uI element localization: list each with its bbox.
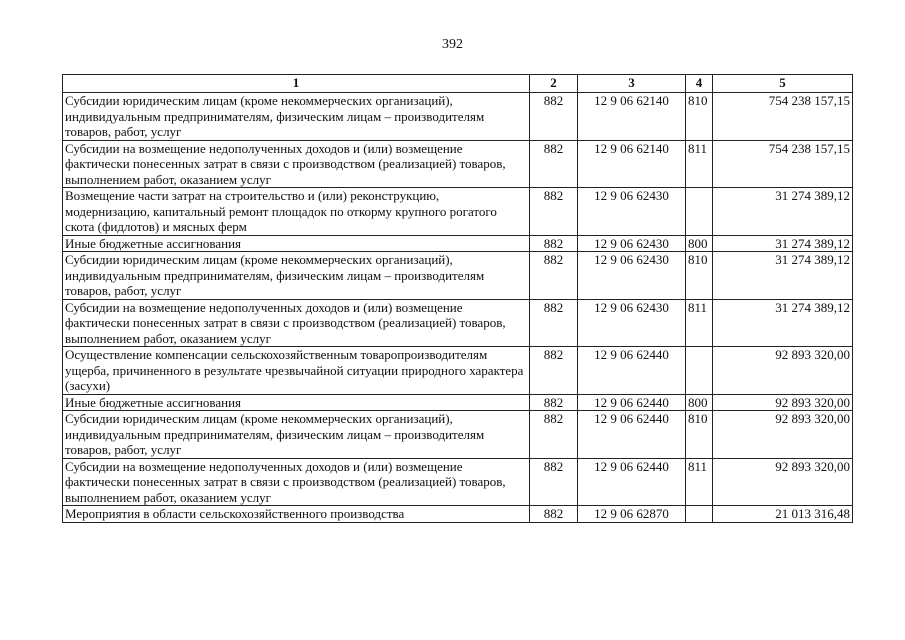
cell-amount: 92 893 320,00 <box>713 458 853 506</box>
table-row <box>63 506 853 523</box>
header-col-1: 1 <box>63 75 530 93</box>
cell-target-article: 12 9 06 62440 <box>578 394 686 411</box>
cell-grbs-code: 882 <box>530 140 578 188</box>
header-col-3: 3 <box>578 75 686 93</box>
cell-target-article: 12 9 06 62870 <box>578 506 686 523</box>
cell-target-article: 12 9 06 62430 <box>578 299 686 347</box>
cell-name: Иные бюджетные ассигнования <box>63 235 530 252</box>
cell-amount: 31 274 389,12 <box>713 252 853 300</box>
cell-expense-type <box>686 188 713 236</box>
cell-name: Субсидии юридическим лицам (кроме некоммерческих организаций), индивидуальным предпринимателям, физическим лицам – производителям товаров, работ, услуг <box>63 252 530 300</box>
cell-expense-type: 810 <box>686 93 713 141</box>
table-row <box>63 235 853 252</box>
cell-target-article: 12 9 06 62440 <box>578 458 686 506</box>
header-col-5: 5 <box>713 75 853 93</box>
page-number: 392 <box>442 37 463 52</box>
table-row <box>63 394 853 411</box>
table-row <box>63 252 853 300</box>
cell-expense-type: 810 <box>686 411 713 459</box>
cell-target-article: 12 9 06 62430 <box>578 252 686 300</box>
cell-name: Субсидии на возмещение недополученных доходов и (или) возмещение фактически понесенных затрат в связи с производством (реализацией) товаров, выполнением работ, оказанием услуг <box>63 140 530 188</box>
cell-amount: 31 274 389,12 <box>713 235 853 252</box>
cell-grbs-code: 882 <box>530 394 578 411</box>
cell-name: Субсидии на возмещение недополученных доходов и (или) возмещение фактически понесенных затрат в связи с производством (реализацией) товаров, выполнением работ, оказанием услуг <box>63 458 530 506</box>
cell-name: Осуществление компенсации сельскохозяйственным товаропроизводителям ущерба, причиненного в результате чрезвычайной ситуации природного характера (засухи) <box>63 347 530 395</box>
cell-target-article: 12 9 06 62430 <box>578 188 686 236</box>
cell-grbs-code: 882 <box>530 188 578 236</box>
cell-grbs-code: 882 <box>530 411 578 459</box>
cell-expense-type: 800 <box>686 394 713 411</box>
header-row <box>63 75 853 93</box>
cell-grbs-code: 882 <box>530 235 578 252</box>
cell-amount: 754 238 157,15 <box>713 140 853 188</box>
table-row <box>63 140 853 188</box>
cell-expense-type: 810 <box>686 252 713 300</box>
cell-amount: 92 893 320,00 <box>713 411 853 459</box>
cell-name: Мероприятия в области сельскохозяйственного производства <box>63 506 530 523</box>
cell-grbs-code: 882 <box>530 93 578 141</box>
table-row <box>63 347 853 395</box>
table-row <box>63 188 853 236</box>
table-row <box>63 299 853 347</box>
cell-grbs-code: 882 <box>530 347 578 395</box>
header-col-2: 2 <box>530 75 578 93</box>
cell-name: Возмещение части затрат на строительство и (или) реконструкцию, модернизацию, капитальный ремонт площадок по откорму крупного рогатого скота (фидлотов) и мясных ферм <box>63 188 530 236</box>
cell-target-article: 12 9 06 62430 <box>578 235 686 252</box>
table-row <box>63 411 853 459</box>
cell-amount: 754 238 157,15 <box>713 93 853 141</box>
cell-amount: 21 013 316,48 <box>713 506 853 523</box>
table-row <box>63 93 853 141</box>
cell-target-article: 12 9 06 62140 <box>578 93 686 141</box>
cell-grbs-code: 882 <box>530 299 578 347</box>
cell-expense-type: 811 <box>686 140 713 188</box>
cell-amount: 31 274 389,12 <box>713 299 853 347</box>
cell-expense-type <box>686 506 713 523</box>
cell-target-article: 12 9 06 62440 <box>578 411 686 459</box>
cell-name: Субсидии юридическим лицам (кроме некоммерческих организаций), индивидуальным предпринимателям, физическим лицам – производителям товаров, работ, услуг <box>63 411 530 459</box>
cell-name: Иные бюджетные ассигнования <box>63 394 530 411</box>
cell-name: Субсидии юридическим лицам (кроме некоммерческих организаций), индивидуальным предпринимателям, физическим лицам – производителям товаров, работ, услуг <box>63 93 530 141</box>
cell-amount: 31 274 389,12 <box>713 188 853 236</box>
cell-grbs-code: 882 <box>530 506 578 523</box>
cell-name: Субсидии на возмещение недополученных доходов и (или) возмещение фактически понесенных затрат в связи с производством (реализацией) товаров, выполнением работ, оказанием услуг <box>63 299 530 347</box>
budget-table <box>62 74 853 523</box>
cell-grbs-code: 882 <box>530 252 578 300</box>
table-row <box>63 458 853 506</box>
cell-expense-type: 811 <box>686 299 713 347</box>
cell-expense-type: 811 <box>686 458 713 506</box>
cell-expense-type <box>686 347 713 395</box>
cell-amount: 92 893 320,00 <box>713 394 853 411</box>
cell-target-article: 12 9 06 62440 <box>578 347 686 395</box>
cell-grbs-code: 882 <box>530 458 578 506</box>
header-col-4: 4 <box>686 75 713 93</box>
cell-target-article: 12 9 06 62140 <box>578 140 686 188</box>
cell-amount: 92 893 320,00 <box>713 347 853 395</box>
table-body <box>63 93 853 523</box>
cell-expense-type: 800 <box>686 235 713 252</box>
